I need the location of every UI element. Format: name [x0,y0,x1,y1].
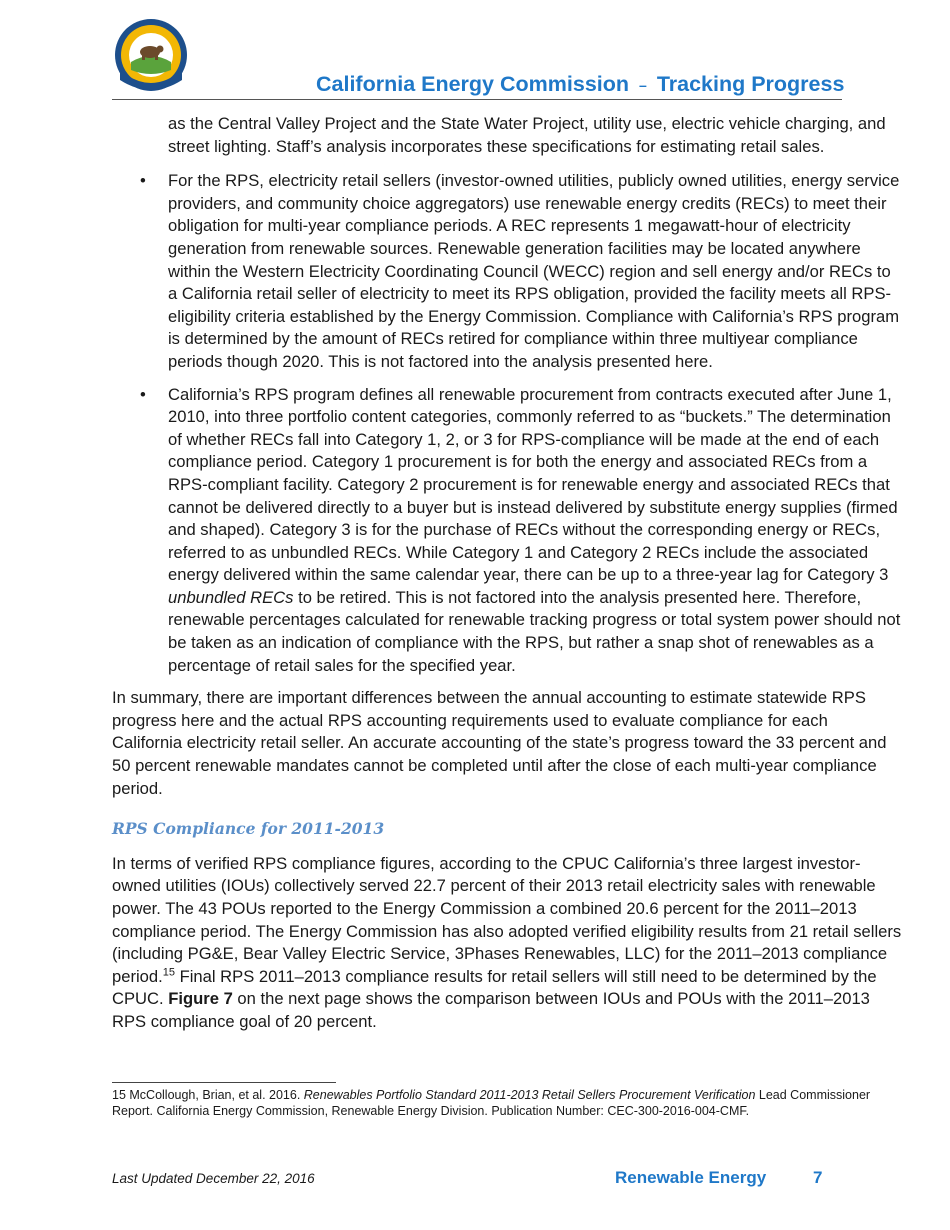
section-subheading: RPS Compliance for 2011-2013 [112,819,385,839]
footnote-title: Renewables Portfolio Standard 2011-2013 Retail Sellers Procurement Verification [303,1088,756,1102]
bullet-text: For the RPS, electricity retail sellers (investor-owned utilities, publicly owned utilities, energy service providers, and community choice aggregators) use renewable energy credits (RECs) to meet their obligation for multi-year compliance periods. A REC represents 1 megawatt-hour of electricity generation from renewable sources. Renewable generation facilities may be located anywhere within the Western Electricity Coordinating Council (WECC) region and sell energy and/or RECs to a California retail seller of electricity to meet its RPS obligation, provided the facility meets all RPS-eligibility criteria established by the Energy Commission. Compliance with California’s RPS program is determined by the amount of RECs retired for compliance within three multiyear compliance periods though 2020. This is not factored into the analysis presented here. [168,171,900,371]
footer-last-updated: Last Updated December 22, 2016 [112,1171,315,1186]
bullet-item-rps-recs [112,170,902,373]
footnote-number: 15 [112,1088,126,1102]
header-title-left: California Energy Commission [316,72,630,96]
energy-commission-seal-logo [112,18,190,96]
header-divider [112,99,842,100]
body-content [112,113,902,1046]
compliance-text-part2: Final RPS 2011–2013 compliance results for retail sellers will still need to be determined by the CPUC. [112,966,877,1009]
bullet-marker: • [140,171,146,191]
header-title [316,72,844,97]
bullet-item-buckets [112,384,902,678]
figure-reference[interactable]: Figure 7 [168,989,233,1009]
footer-section-name: Renewable Energy [615,1168,767,1187]
bullet-text-italic: unbundled RECs [168,587,294,607]
bullet-marker: • [140,384,146,404]
footnote-rest: Lead Commissioner Report. California Energy Commission, Renewable Energy Division. Publication Number: CEC-300-2016-004-CMF. [112,1088,871,1118]
footnote-authors: McCollough, Brian, et al. 2016. [125,1088,304,1102]
summary-paragraph: In summary, there are important differences between the annual accounting to estimate statewide RPS progress here and the actual RPS accounting requirements used to evaluate compliance for each California electricity retail seller. An accurate accounting of the state’s progress toward the 33 percent and 50 percent renewable mandates cannot be completed until after the close of each multi-year compliance period. [112,688,887,798]
header-separator: – [639,77,647,94]
continuation-paragraph: as the Central Valley Project and the State Water Project, utility use, electric vehicle charging, and street lighting. Staff’s analysis incorporates these specifications for estimating retail sales. [168,114,886,156]
compliance-text-part3: on the next page shows the comparison between IOUs and POUs with the 2011–2013 RPS compliance goal of 20 percent. [112,989,870,1031]
compliance-paragraph [112,853,902,1034]
footer-page-number: 7 [813,1168,823,1187]
header-title-right: Tracking Progress [656,72,845,96]
compliance-text-part1: In terms of verified RPS compliance figures, according to the CPUC California’s three largest investor-owned utilities (IOUs) collectively served 22.7 percent of their 2013 retail electricity sales with renewable power. The 43 POUs reported to the Energy Commission a combined 20.6 percent for the 2011–2013 compliance period. The Energy Commission has also adopted verified eligibility results from 21 retail sellers (including PG&E, Bear Valley Electric Service, 3Phases Renewables, LLC) for the 2011–2013 compliance period. [112,853,902,986]
footnote-divider [112,1082,336,1083]
footnote-reference[interactable]: 15 [162,966,175,979]
footnote [112,1088,902,1119]
bullet-text-after: to be retired. This is not factored into the analysis presented here. Therefore, renewable percentages calculated for renewable tracking progress or total system power should not be taken as an indication of compliance with the RPS, but rather a snap shot of renewables as a percentage of retail sales for the specified year. [168,587,901,675]
bullet-text-before: California’s RPS program defines all renewable procurement from contracts executed after June 1, 2010, into three portfolio content categories, commonly referred to as “buckets.” The determination of whether RECs fall into Category 1, 2, or 3 for RPS-compliance will be made at the end of each compliance period. Category 1 procurement is for both the energy and associated RECs from a RPS-compliant facility. Category 2 procurement is for renewable energy and associated RECs that cannot be delivered directly to a buyer but is instead delivered by substitute energy supplies (firmed and shaped). Category 3 is for the purchase of RECs without the corresponding energy or RECs, referred to as unbundled RECs. While Category 1 and Category 2 RECs include the associated energy delivered within the same calendar year, there can be up to a three-year lag for Category 3 [168,384,898,585]
